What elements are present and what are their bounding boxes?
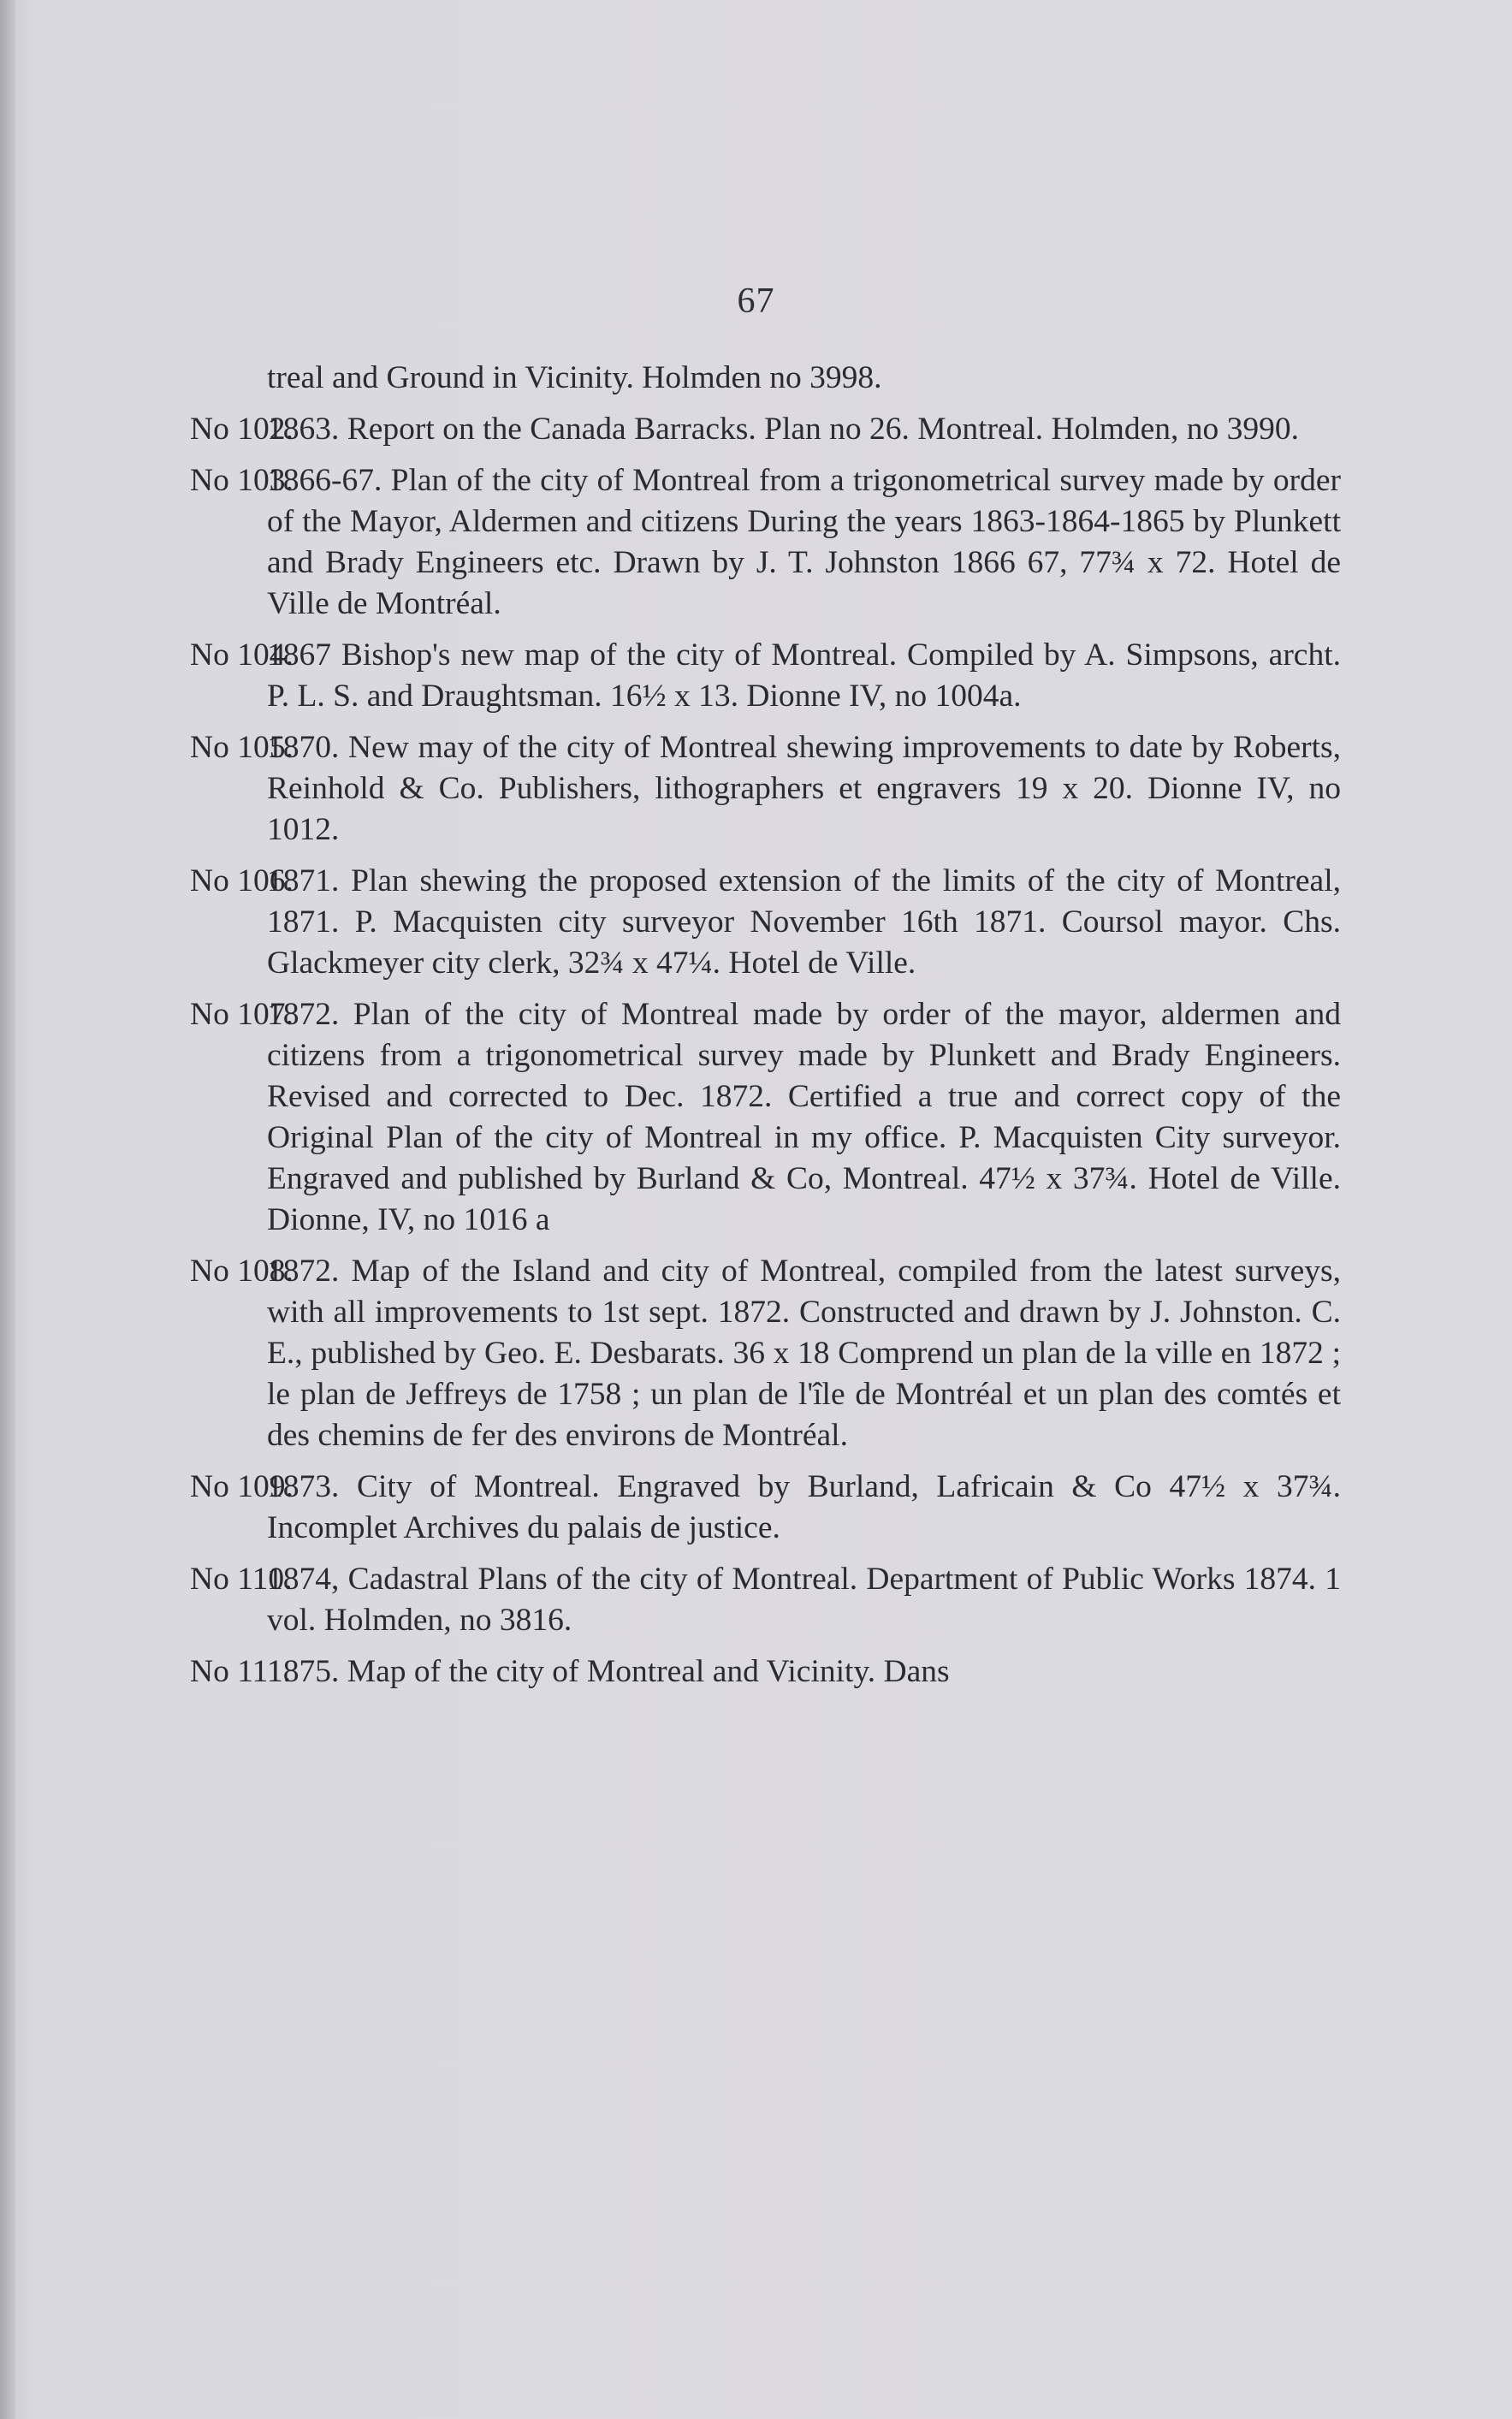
- entry-number: No 110.: [190, 1562, 293, 1597]
- entry-number: No 104.: [190, 637, 294, 673]
- catalog-entry-108: [181, 1251, 1341, 1456]
- catalog-entries: [181, 358, 1341, 1703]
- entry-text: 1866-67. Plan of the city of Montreal from a trigonometrical survey made by order of the Mayor, Aldermen and citizens During the years 1863-1864-1865 by Plunkett and Brady Engineers etc. Drawn by J. T. Johnston 1866 67, 77¾ x 72. Hotel de Ville de Montréal.: [267, 463, 1341, 621]
- entry-text: 1874, Cadastral Plans of the city of Montreal. Department of Public Works 1874. 1 vol. Holmden, no 3816.: [267, 1562, 1341, 1638]
- catalog-entry-106: [181, 861, 1341, 984]
- catalog-entry-107: [181, 994, 1341, 1241]
- entry-number: No 106.: [190, 863, 294, 898]
- page-number: 67: [737, 282, 775, 321]
- catalog-entry-109: [181, 1467, 1341, 1549]
- catalog-entry-continuation: [181, 358, 1341, 399]
- entry-text: 1870. New may of the city of Montreal shewing improvements to date by Roberts, Reinhold & Co. Publishers, lithographers et engravers 19 x 20. Dionne IV, no 1012.: [267, 730, 1341, 847]
- catalog-entry-102: [181, 409, 1341, 450]
- catalog-entry-110: [181, 1559, 1341, 1641]
- entry-text: 1873. City of Montreal. Engraved by Burland, Lafricain & Co 47½ x 37¾. Incomplet Archives du palais de justice.: [267, 1469, 1341, 1545]
- entry-number: No 111.: [190, 1654, 292, 1689]
- entry-number: No 105.: [190, 730, 294, 765]
- entry-text: treal and Ground in Vicinity. Holmden no 3998.: [267, 360, 882, 395]
- entry-number: No 109.: [190, 1469, 294, 1504]
- entry-number: No 103.: [190, 463, 294, 498]
- entry-text: 1872. Plan of the city of Montreal made by order of the mayor, aldermen and citizens from a trigonometrical survey made by Plunkett and Brady Engineers. Revised and corrected to Dec. 1872. Certified a true and correct copy of the Original Plan of the city of Montreal in my office. P. Macquisten City surveyor. Engraved and published by Burland & Co, Montreal. 47½ x 37¾. Hotel de Ville. Dionne, IV, no 1016 a: [267, 997, 1341, 1237]
- catalog-entry-105: [181, 727, 1341, 851]
- entry-text: 1875. Map of the city of Montreal and Vicinity. Dans: [267, 1654, 950, 1689]
- entry-number: No 108.: [190, 1254, 294, 1289]
- catalog-entry-103: [181, 460, 1341, 625]
- entry-number: No 102.: [190, 412, 294, 447]
- entry-text: 1872. Map of the Island and city of Montreal, compiled from the latest surveys, with all improvements to 1st sept. 1872. Constructed and drawn by J. Johnston. C. E., published by Geo. E. Desbarats. 36 x 18 Comprend un plan de la ville en 1872 ; le plan de Jeffreys de 1758 ; un plan de l'île de Montréal et un plan des comtés et des chemins de fer des environs de Montréal.: [267, 1254, 1341, 1453]
- page-spine-shadow: [0, 0, 15, 2419]
- entry-number: No 107.: [190, 997, 294, 1032]
- entry-text: 1871. Plan shewing the proposed extension of the limits of the city of Montreal, 1871. P. Macquisten city surveyor November 16th 1871. Coursol mayor. Chs. Glackmeyer city clerk, 32¾ x 47¼. Hotel de Ville.: [267, 863, 1341, 981]
- catalog-entry-104: [181, 635, 1341, 717]
- entry-text: 1867 Bishop's new map of the city of Montreal. Compiled by A. Simpsons, archt. P. L. S. and Draughtsman. 16½ x 13. Dionne IV, no 1004a.: [267, 637, 1341, 714]
- catalog-entry-111: [181, 1651, 1341, 1693]
- entry-text: 1863. Report on the Canada Barracks. Plan no 26. Montreal. Holmden, no 3990.: [267, 412, 1300, 447]
